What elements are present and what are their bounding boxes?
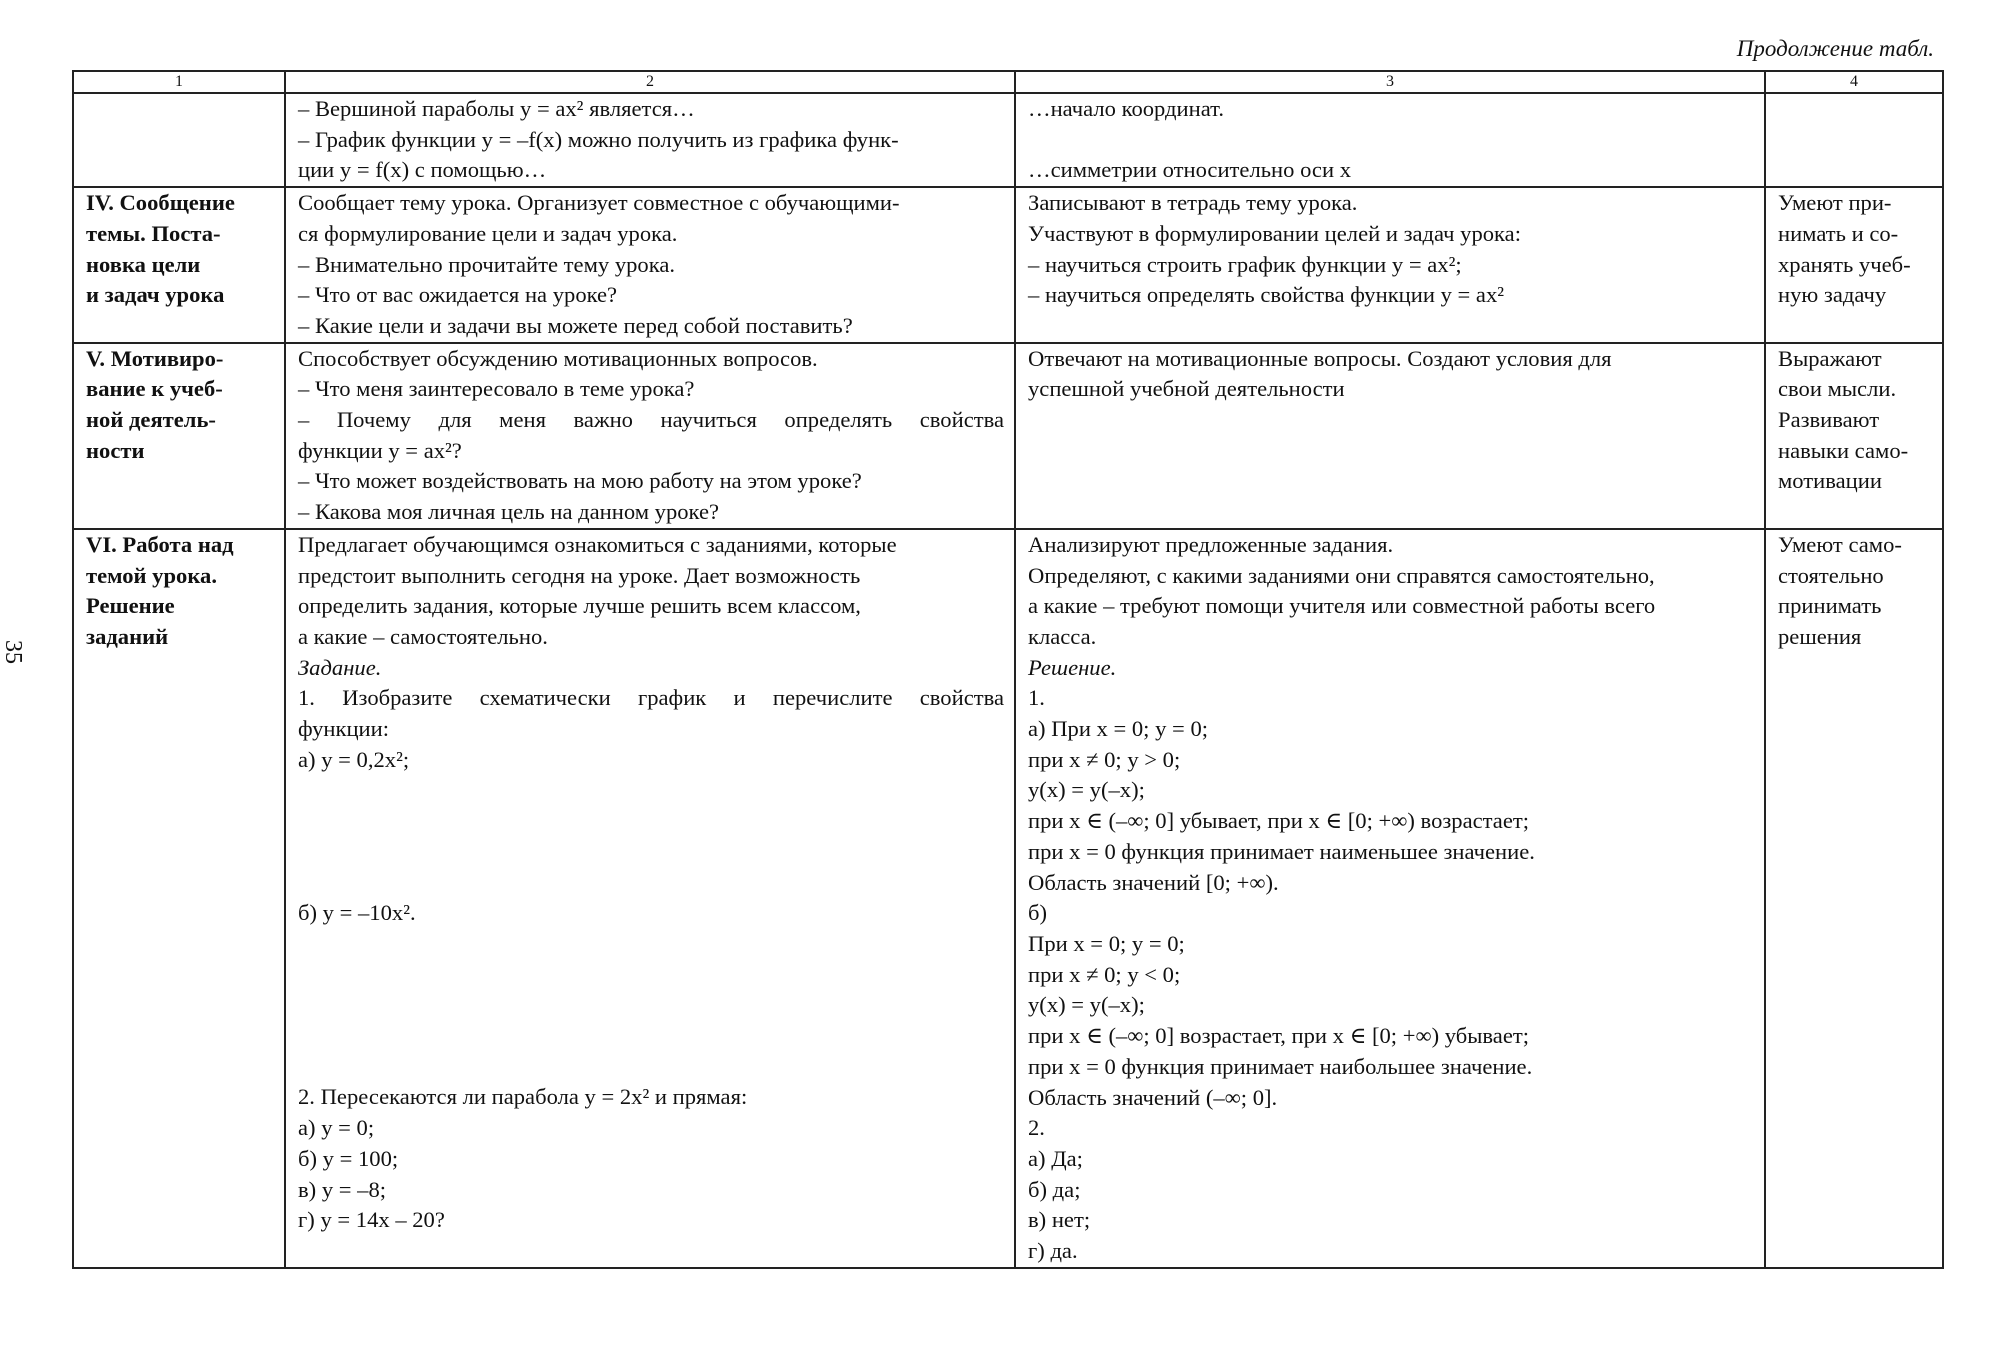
text-line: успешной учебной деятельности [1028,376,1345,402]
text-line: а какие – требуют помощи учителя или совместной работы всего [1028,593,1656,619]
text-line: предстоит выполнить сегодня на уроке. Дает возможность [298,562,861,588]
text-line: хранять учеб- [1778,251,1911,277]
text-line: при x ∈ (–∞; 0] возрастает, при x ∈ [0; +∞) убывает; [1028,1023,1530,1049]
text-line: Участвуют в формулировании целей и задач урока: [1028,220,1521,246]
text-line: а) y = 0; [298,1115,375,1141]
text-line: 1. Изобразите схематически график и перечислите свойства [298,685,1004,711]
outcome-cell [1765,93,1943,187]
text-line: – Что меня заинтересовало в теме урока? [298,376,695,402]
text-line: решения [1778,623,1862,649]
text-line: …начало координат. [1028,96,1224,121]
text-line: функции y = ax²? [298,437,462,463]
text-line: y(x) = y(–x); [1028,777,1145,803]
text-line: Умеют при- [1778,190,1892,216]
stage-cell [73,343,285,529]
text-line: – Внимательно прочитайте тему урока. [298,251,676,277]
text-line: а какие – самостоятельно. [298,623,548,649]
text-line: Способствует обсуждению мотивационных вопросов. [298,345,818,371]
stage-title-line: новка цели [86,251,201,277]
text-line: – График функции y = –f(x) можно получить из графика функ- [298,126,899,152]
text-line: свои мысли. [1778,376,1897,402]
column-number: 3 [1015,71,1765,93]
stage-title-line: и задач урока [86,282,225,308]
text-line: 1. [1028,685,1045,711]
stage-title-line: заданий [86,623,169,649]
stage-title-line: темы. Поста- [86,220,221,246]
text-line: 2. [1028,1115,1045,1141]
teacher-activity-cell [285,529,1015,1268]
text-line: – научиться определять свойства функции y = ax² [1028,282,1505,308]
text-line: б) да; [1028,1176,1081,1202]
student-activity-cell [1015,343,1765,529]
stage-cell [73,529,285,1268]
text-line: принимать [1778,593,1882,619]
text-line: Определяют, с какими заданиями они справятся самостоятельно, [1028,562,1655,588]
text-line: б) y = 100; [298,1145,399,1171]
text-line: – Какие цели и задачи вы можете перед собой поставить? [298,312,853,338]
text-line: при x ≠ 0; y < 0; [1028,961,1181,987]
text-line: г) да. [1028,1238,1078,1264]
student-activity-cell [1015,93,1765,187]
stage-title-line: V. Мотивиро- [86,345,224,371]
stage-title-line: ной деятель- [86,407,216,433]
column-number: 4 [1765,71,1943,93]
stage-title-line: ности [86,437,145,463]
outcome-cell [1765,187,1943,343]
text-line: …симметрии относительно оси x [1028,157,1351,183]
stage-title-line: VI. Работа над [86,531,234,557]
text-line: а) y = 0,2x²; [298,746,410,772]
text-line: При x = 0; y = 0; [1028,930,1185,956]
outcome-cell [1765,343,1943,529]
text-line: а) Да; [1028,1145,1083,1171]
text-line: г) y = 14x – 20? [298,1207,445,1233]
stage-title-line: IV. Сообщение [86,190,235,216]
text-line: ции y = f(x) с помощью… [298,157,547,183]
text-line: – Вершиной параболы y = ax² является… [298,96,695,121]
text-line: класса. [1028,623,1097,649]
stage-cell [73,93,285,187]
table-row [73,93,1943,187]
text-line: Отвечают на мотивационные вопросы. Создают условия для [1028,345,1612,371]
text-line: Умеют само- [1778,531,1902,557]
text-line: Выражают [1778,345,1882,371]
text-line: Предлагает обучающимся ознакомиться с заданиями, которые [298,531,897,557]
stage-title-line: Решение [86,593,175,619]
solution-label: Решение. [1028,654,1117,680]
column-number: 2 [285,71,1015,93]
text-line: мотивации [1778,468,1882,494]
text-line: навыки само- [1778,437,1909,463]
text-line: б) y = –10x². [298,900,416,926]
text-line: Область значений (–∞; 0]. [1028,1084,1278,1110]
text-line: стоятельно [1778,562,1884,588]
text-line: при x ∈ (–∞; 0] убывает, при x ∈ [0; +∞) возрастает; [1028,808,1530,834]
text-line: в) y = –8; [298,1176,387,1202]
text-line: Развивают [1778,407,1880,433]
text-line: нимать и со- [1778,220,1899,246]
text-line: Записывают в тетрадь тему урока. [1028,190,1358,216]
table-row [73,187,1943,343]
text-line: б) [1028,900,1048,926]
text-line: определить задания, которые лучше решить всем классом, [298,593,861,619]
teacher-activity-cell [285,187,1015,343]
table-row [73,529,1943,1268]
text-line: ся формулирование цели и задач урока. [298,220,678,246]
text-line: Анализируют предложенные задания. [1028,531,1394,557]
text-line: функции: [298,716,389,742]
text-line: 2. Пересекаются ли парабола y = 2x² и прямая: [298,1084,748,1110]
task-label: Задание. [298,654,382,680]
table-row [73,343,1943,529]
student-activity-cell [1015,187,1765,343]
teacher-activity-cell [285,93,1015,187]
text-line: ную задачу [1778,282,1887,308]
text-line: – Какова моя личная цель на данном уроке? [298,499,720,525]
column-number-row [73,71,1943,93]
stage-title-line: вание к учеб- [86,376,223,402]
continuation-label: Продолжение табл. [1736,36,1934,61]
text-line: при x ≠ 0; y > 0; [1028,746,1181,772]
text-line: – Что от вас ожидается на уроке? [298,282,618,308]
text-line: при x = 0 функция принимает наименьшее значение. [1028,838,1535,864]
outcome-cell [1765,529,1943,1268]
stage-cell [73,187,285,343]
student-activity-cell [1015,529,1765,1268]
text-line: – Что может воздействовать на мою работу на этом уроке? [298,468,862,494]
text-line: Сообщает тему урока. Организует совместное с обучающими- [298,190,900,216]
text-line: – научиться строить график функции y = ax²; [1028,251,1462,277]
teacher-activity-cell [285,343,1015,529]
stage-title-line: темой урока. [86,562,217,588]
lesson-plan-table [72,70,1944,1269]
text-line: – Почему для меня важно научиться определять свойства [298,407,1004,433]
text-line: а) При x = 0; y = 0; [1028,716,1209,742]
text-line: в) нет; [1028,1207,1091,1233]
text-line: y(x) = y(–x); [1028,992,1145,1018]
page-number: 35 [0,640,26,664]
text-line: при x = 0 функция принимает наибольшее значение. [1028,1053,1533,1079]
column-number: 1 [73,71,285,93]
text-line: Область значений [0; +∞). [1028,869,1279,895]
